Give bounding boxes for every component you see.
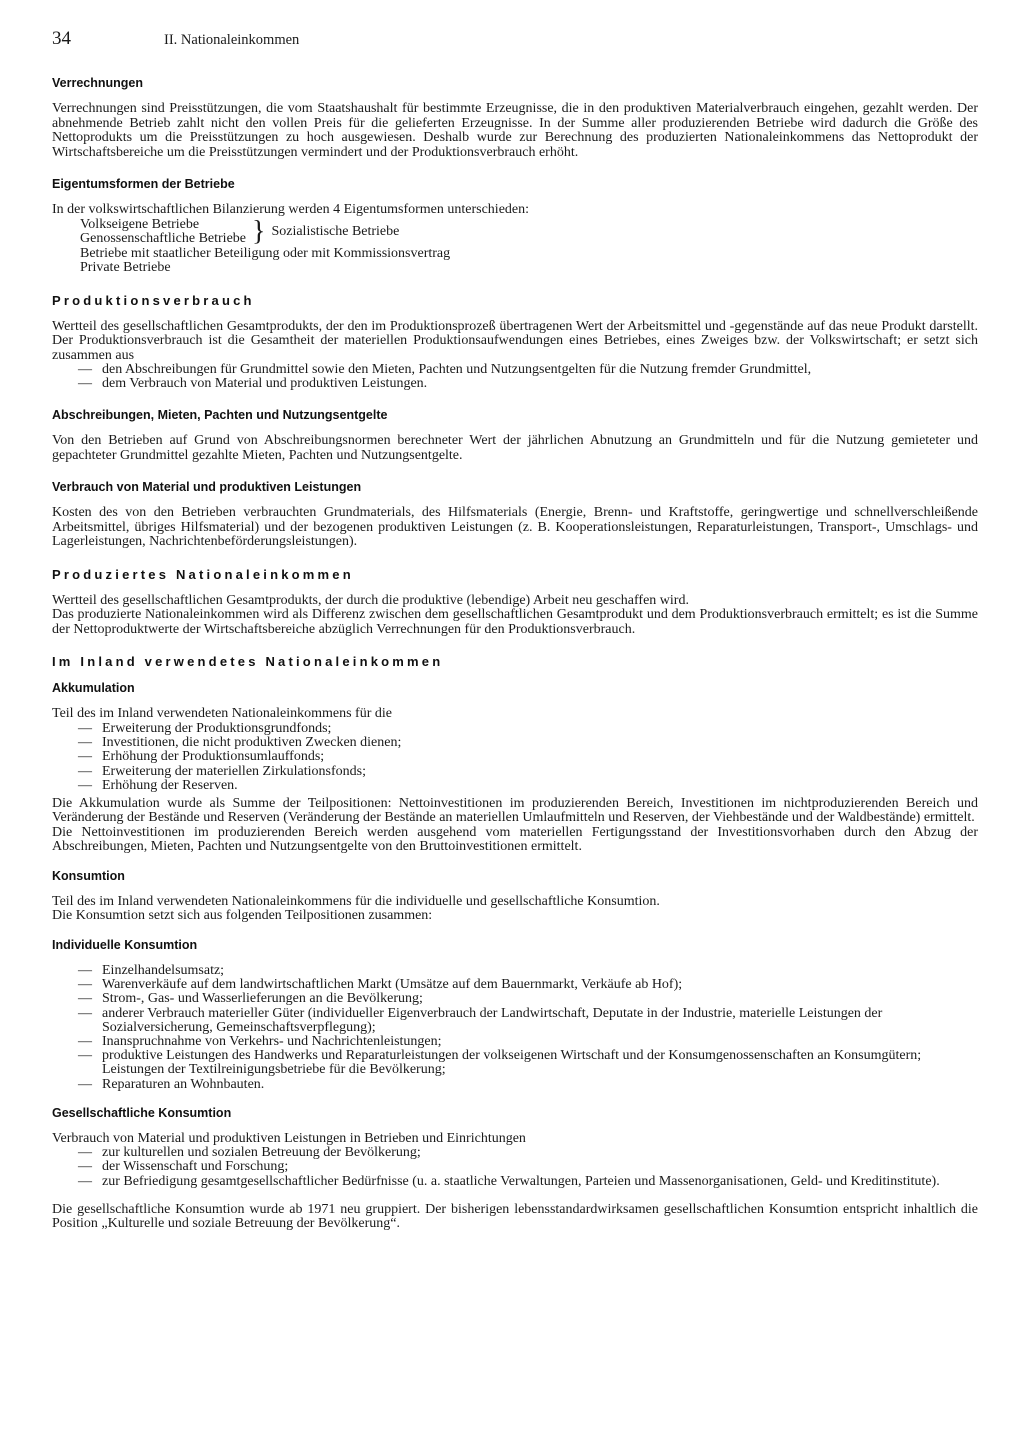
paragraph-produziertes-ne-2: Das produzierte Nationaleinkommen wird als Differenz zwischen dem gesellschaftlichen Gesamtprodukt und dem Produktionsverbrauch ermittelt; es ist die Summe der Nettoproduktwerte der Wirtschaftsbereiche abzüglich Verrechnungen für den Produktionsverbrauch.: [52, 607, 978, 637]
list-item: — den Abschreibungen für Grundmittel sowie den Mieten, Pachten und Nutzungsentgelten für die Nutzung fremder Grundmittel,: [78, 363, 978, 377]
heading-gesellschaftliche-konsumtion: Gesellschaftliche Konsumtion: [52, 1105, 232, 1120]
sozialistische-group: [80, 218, 978, 247]
list-item: — Investitionen, die nicht produktiven Zwecken dienen;: [78, 736, 978, 750]
section-verrechnungen: [52, 76, 978, 160]
section-abschreibungen: [52, 408, 978, 463]
list-item: — zur Befriedigung gesamtgesellschaftlicher Bedürfnisse (u. a. staatliche Verwaltungen, Parteien und Massenorganisationen, Geld- und Kreditinstitute).: [78, 1175, 978, 1189]
gesellschaftliche-konsumtion-list: [52, 1146, 978, 1189]
eigentumsformen-list: [52, 218, 978, 276]
page-number: 34: [52, 28, 71, 49]
list-item: — der Wissenschaft und Forschung;: [78, 1160, 978, 1174]
heading-akkumulation: Akkumulation: [52, 681, 135, 696]
paragraph-verbrauch-material: Kosten des von den Betrieben verbrauchten Grundmaterials, des Hilfsmaterials (Energie, Brenn- und Kraftstoffe, geringwertige und schnellverschleißende Arbeitsmittel, übriges Hilfsmaterial) und der bezogenen produktiven Leistungen (z. B. Kooperationsleistungen, Reparaturleistungen, Transport-, Umschlags- und Lagerleistungen, Nachrichtenbeförderungsleistungen).: [52, 505, 978, 550]
list-item: — Warenverkäufe auf dem landwirtschaftlichen Markt (Umsätze auf dem Bauernmarkt, Verkäufe ab Hof);: [78, 978, 978, 992]
list-item: — dem Verbrauch von Material und produktiven Leistungen.: [78, 377, 978, 391]
list-item: — produktive Leistungen des Handwerks und Reparaturleistungen der volkseigenen Wirtschaft und der Konsumgenossenschaften an Konsumgütern; Leistungen der Textilreinigungsbetriebe für die Bevölkerung;: [78, 1049, 978, 1077]
paragraph-akkumulation-2: Die Nettoinvestitionen im produzierenden Bereich werden ausgehend vom materiellen Fertigungsstand der Investitionsvorhaben durch den Abzug der Abschreibungen, Mieten, Pachten und Nutzungsentgelte von den Bruttoinvestitionen ermittelt.: [52, 824, 978, 855]
list-item: — Erhöhung der Produktionsumlauffonds;: [78, 750, 978, 764]
list-item: — Erweiterung der Produktionsgrundfonds;: [78, 722, 978, 736]
section-akkumulation: [52, 681, 978, 855]
paragraph-akkumulation-1: Die Akkumulation wurde als Summe der Teilpositionen: Nettoinvestitionen im produzierenden Bereich, Investitionen im nichtproduzierenden Bereich und Veränderung der Bestände und Reserven (Veränderung der Bestände an materiellen Umlaufmitteln und Reserven, der Viehbestände und der Waldbestände) ermittelt.: [52, 795, 978, 826]
paragraph-akkumulation-intro: Teil des im Inland verwendeten Nationaleinkommens für die: [52, 706, 392, 722]
brace-icon: }: [252, 216, 266, 247]
page-header: [52, 28, 978, 50]
heading-abschreibungen: Abschreibungen, Mieten, Pachten und Nutzungsentgelte: [52, 408, 388, 423]
paragraph-gesellschaftliche-intro: Verbrauch von Material und produktiven Leistungen in Betrieben und Einrichtungen: [52, 1130, 526, 1146]
section-eigentumsformen: [52, 177, 978, 276]
list-item: — anderer Verbrauch materieller Güter (individueller Eigenverbrauch der Landwirtschaft, Deputate in der Industrie, materielle Leistungen der Sozialversicherung, Gemeinschaftsverpflegung);: [78, 1007, 978, 1035]
section-produziertes-ne: [52, 567, 978, 638]
paragraph-konsumtion-1: Teil des im Inland verwendeten Nationaleinkommens für die individuelle und gesellschaftliche Konsumtion.: [52, 893, 660, 909]
paragraph-abschreibungen: Von den Betrieben auf Grund von Abschreibungsnormen berechneter Wert der jährlichen Abnutzung an Grundmitteln und für die Nutzung gemieteter und gepachteter Grundmittel gezahlte Mieten, Pachten und Nutzungsentgelte.: [52, 433, 978, 463]
list-item: — Erhöhung der Reserven.: [78, 779, 978, 793]
heading-verbrauch-material: Verbrauch von Material und produktiven Leistungen: [52, 480, 362, 495]
akkumulation-list: [52, 722, 978, 793]
heading-individuelle-konsumtion: Individuelle Konsumtion: [52, 937, 198, 952]
list-item: — Reparaturen an Wohnbauten.: [78, 1078, 978, 1092]
section-gesellschaftliche-konsumtion: [52, 1106, 978, 1232]
list-item: — Einzelhandelsumsatz;: [78, 964, 978, 978]
brace-label: Sozialistische Betriebe: [271, 223, 400, 239]
section-produktionsverbrauch: [52, 293, 978, 392]
list-item: Private Betriebe: [80, 260, 171, 275]
list-item: Betriebe mit staatlicher Beteiligung oder mit Kommissionsvertrag: [80, 245, 451, 261]
section-individuelle-konsumtion: [52, 938, 978, 1092]
heading-produktionsverbrauch: Produktionsverbrauch: [52, 292, 255, 308]
list-item: Genossenschaftliche Betriebe: [80, 231, 246, 246]
paragraph-konsumtion-2: Die Konsumtion setzt sich aus folgenden Teilpositionen zusammen:: [52, 908, 433, 924]
section-konsumtion: [52, 869, 978, 924]
heading-verrechnungen: Verrechnungen: [52, 76, 143, 90]
list-item: Volkseigene Betriebe: [80, 216, 200, 232]
produktionsverbrauch-list: [52, 363, 978, 391]
heading-konsumtion: Konsumtion: [52, 868, 125, 883]
paragraph-eigentumsformen-intro: In der volkswirtschaftlichen Bilanzierung werden 4 Eigentumsformen unterschieden:: [52, 202, 530, 217]
list-item: — zur kulturellen und sozialen Betreuung der Bevölkerung;: [78, 1146, 978, 1160]
section-inland-ne: [52, 654, 978, 1231]
paragraph-produktionsverbrauch: Wertteil des gesellschaftlichen Gesamtprodukts, der den im Produktionsprozeß übertragenen Wert der Arbeitsmittel und -gegenstände auf das neue Produkt darstellt. Der Produktionsverbrauch ist die Gesamtheit der materiellen Produktionsaufwendungen eines Betriebes, eines Zweiges bzw. der Volkswirtschaft; er setzt sich zusammen aus: [52, 318, 978, 363]
individuelle-konsumtion-list: [52, 964, 978, 1092]
heading-produziertes-ne: Produziertes Nationaleinkommen: [52, 566, 354, 582]
paragraph-verrechnungen: Verrechnungen sind Preisstützungen, die vom Staatshaushalt für bestimmte Erzeugnisse, die in den produktiven Materialverbrauch eingehen, gezahlt werden. Der abnehmende Betrieb zahlt nicht den vollen Preis für die gelieferten Erzeugnisse. In der Summe aller produzierenden Betriebe wird dadurch die Größe des Nettoprodukts um die Preisstützungen zu hoch ausgewiesen. Deshalb wurde zur Berechnung des produzierten Nationaleinkommens das Nettoprodukt der Wirtschaftsbereiche um die Preisstützungen vermindert und der Produktionsverbrauch erhöht.: [52, 101, 978, 160]
list-item: — Erweiterung der materiellen Zirkulationsfonds;: [78, 765, 978, 779]
list-item: — Inanspruchnahme von Verkehrs- und Nachrichtenleistungen;: [78, 1035, 978, 1049]
heading-inland-ne: Im Inland verwendetes Nationaleinkommen: [52, 654, 444, 670]
running-title: II. Nationaleinkommen: [164, 32, 300, 48]
section-verbrauch-material: [52, 480, 978, 550]
list-item: — Strom-, Gas- und Wasserlieferungen an die Bevölkerung;: [78, 992, 978, 1006]
paragraph-gesellschaftliche-text: Die gesellschaftliche Konsumtion wurde ab 1971 neu gruppiert. Der bisherigen lebensstandardwirksamen gesellschaftlichen Konsumtion entspricht inhaltlich die Position „Kulturelle und soziale Betreuung der Bevölkerung“.: [52, 1201, 978, 1232]
heading-eigentumsformen: Eigentumsformen der Betriebe: [52, 177, 235, 191]
paragraph-produziertes-ne-1: Wertteil des gesellschaftlichen Gesamtprodukts, der durch die produktive (lebendige) Arbeit neu geschaffen wird.: [52, 592, 689, 608]
